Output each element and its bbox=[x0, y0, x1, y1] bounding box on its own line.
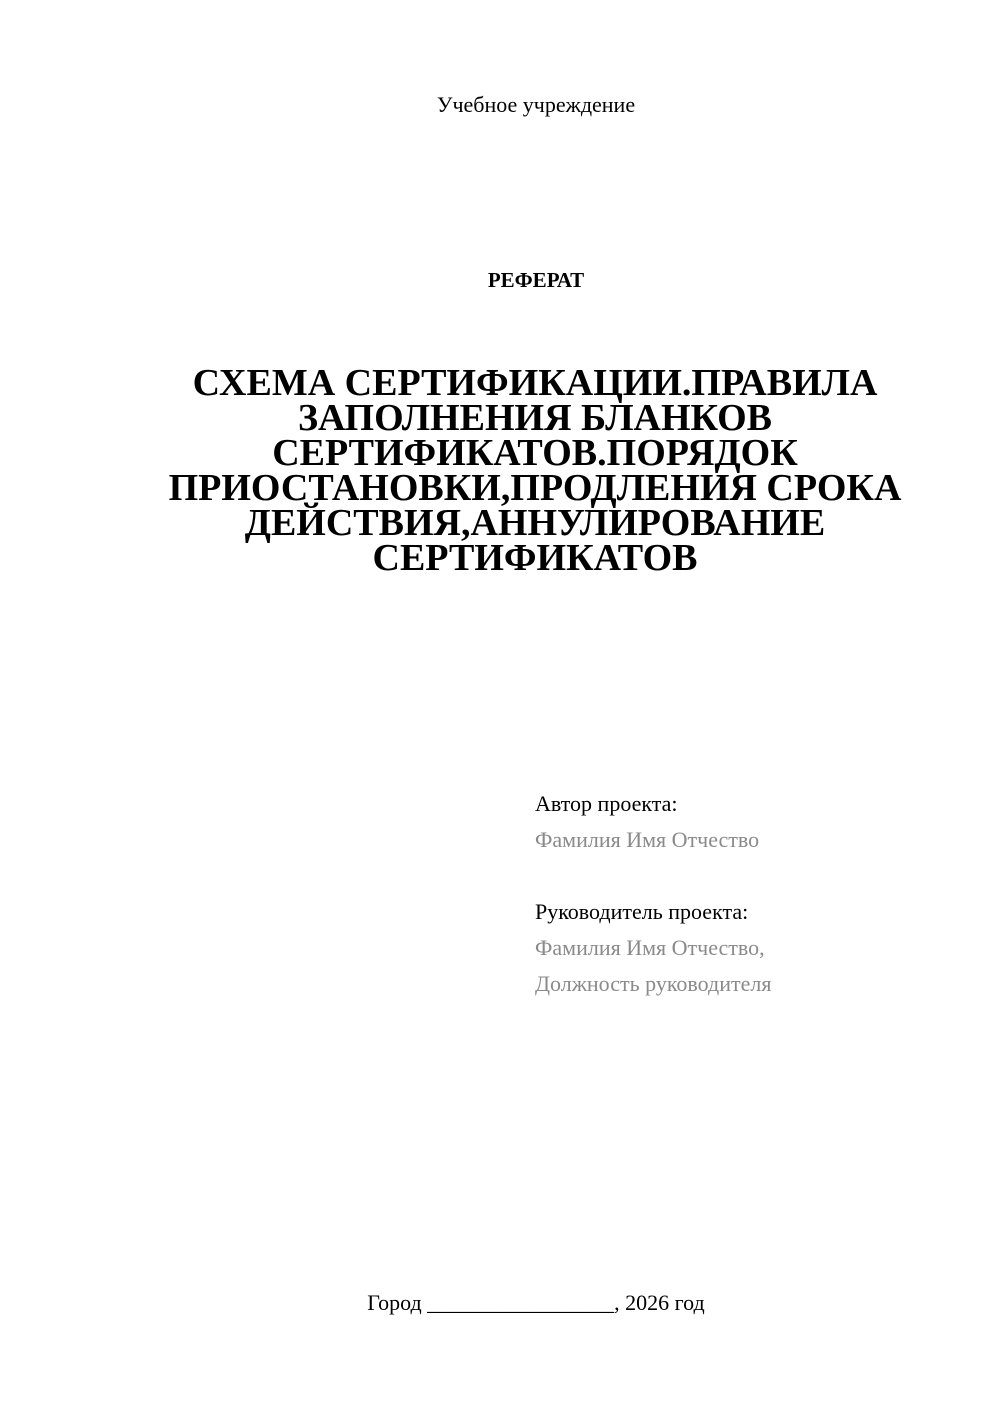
supervisor-block bbox=[535, 894, 975, 1002]
document-type: РЕФЕРАТ bbox=[487, 268, 585, 292]
author-label: Автор проекта: bbox=[535, 791, 678, 816]
title-line: СЕРТИФИКАТОВ bbox=[372, 537, 698, 579]
supervisor-label: Руководитель проекта: bbox=[535, 899, 749, 924]
document-title bbox=[150, 362, 920, 579]
title-line: СХЕМА СЕРТИФИКАЦИИ.ПРАВИЛА bbox=[192, 362, 878, 404]
author-name: Фамилия Имя Отчество bbox=[535, 827, 760, 852]
title-line: ДЕЙСТВИЯ,АННУЛИРОВАНИЕ bbox=[244, 502, 826, 544]
title-line: ПРИОСТАНОВКИ,ПРОДЛЕНИЯ СРОКА bbox=[168, 467, 902, 509]
author-block bbox=[535, 786, 975, 858]
city-year-footer: Город _________________, 2026 год bbox=[367, 1290, 705, 1315]
title-line: ЗАПОЛНЕНИЯ БЛАНКОВ bbox=[297, 397, 773, 439]
supervisor-position: Должность руководителя bbox=[535, 971, 772, 996]
title-line: СЕРТИФИКАТОВ.ПОРЯДОК bbox=[272, 432, 798, 474]
institution-name: Учебное учреждение bbox=[436, 92, 636, 117]
supervisor-name: Фамилия Имя Отчество, bbox=[535, 935, 765, 960]
